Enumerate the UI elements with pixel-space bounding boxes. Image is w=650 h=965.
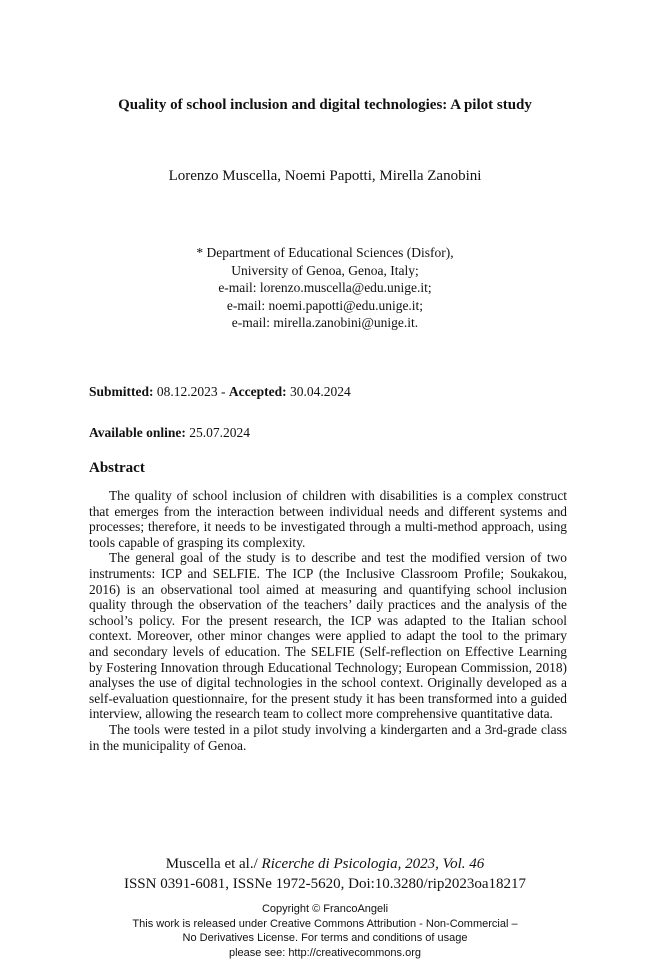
abstract-heading: Abstract (89, 460, 145, 476)
license-line: No Derivatives License. For terms and conditions of usage (182, 932, 468, 944)
date-separator: - (217, 384, 229, 399)
citation-journal: Ricerche di Psicologia, 2023, Vol. 46 (261, 856, 485, 872)
paper-title: Quality of school inclusion and digital technologies: A pilot study (118, 97, 532, 113)
citation-authors: Muscella et al./ (165, 856, 262, 872)
abstract-paragraph: The tools were tested in a pilot study involving a kindergarten and a 3rd-grade class in the municipality of Genoa. (89, 721, 567, 753)
author-email: e-mail: noemi.papotti@edu.unige.it; (226, 297, 424, 313)
accepted-date: 30.04.2024 (290, 384, 351, 399)
submitted-date: 08.12.2023 (156, 384, 218, 399)
author-email: e-mail: lorenzo.muscella@edu.unige.it; (218, 280, 432, 296)
citation-line (0, 856, 650, 873)
abstract-paragraph: The general goal of the study is to describe and test the modified version of two instruments: ICP and SELFIE. The ICP (the Inclusive Classroom Profile; Soukakou, 2016) is an observational tool aimed at measuring and quantifying school inclusion quality through the observation of the teachers’ daily practices and the analysis of the school’s policy. For the present research, the ICP was adapted to the Italian school context. Moreover, other minor changes were applied to adapt the tool to the primary and secondary levels of education. The SELFIE (Self-reflection on Effective Learning by Fostering Innovation through Educational Technology; European Commission, 2018) analyses the use of digital technologies in the school context. Originally developed as a self-evaluation questionnaire, for the present study it has been transformed into a guided interview, allowing the research team to collect more comprehensive quantitative data. (89, 550, 567, 722)
issn-doi-line: ISSN 0391-6081, ISSNe 1972-5620, Doi:10.3280/rip2023oa18217 (123, 876, 527, 892)
abstract-body (89, 488, 567, 753)
affiliation-block (0, 244, 650, 332)
copyright-notice (0, 902, 650, 960)
submission-dates (89, 384, 351, 400)
copyright-line: Copyright © FrancoAngeli (261, 903, 389, 915)
affiliation-university: University of Genoa, Genoa, Italy; (231, 262, 419, 278)
affiliation-department: * Department of Educational Sciences (Disfor), (196, 245, 454, 260)
license-url-line: please see: http://creativecommons.org (229, 946, 421, 959)
online-date: 25.07.2024 (189, 425, 251, 440)
online-date-line (89, 425, 250, 441)
abstract-paragraph: The quality of school inclusion of children with disabilities is a complex construct that emerges from the interaction between individual needs and different systems and processes; therefore, it needs to be investigated through a multi-method approach, using tools capable of grasping its complexity. (89, 488, 567, 550)
online-label: Available online: (89, 425, 186, 440)
submitted-label: Submitted: (89, 384, 154, 399)
accepted-label: Accepted: (228, 384, 287, 399)
author-list: Lorenzo Muscella, Noemi Papotti, Mirella Zanobini (168, 168, 482, 184)
author-email: e-mail: mirella.zanobini@unige.it. (231, 315, 419, 331)
license-line: This work is released under Creative Commons Attribution - Non-Commercial – (132, 917, 518, 930)
